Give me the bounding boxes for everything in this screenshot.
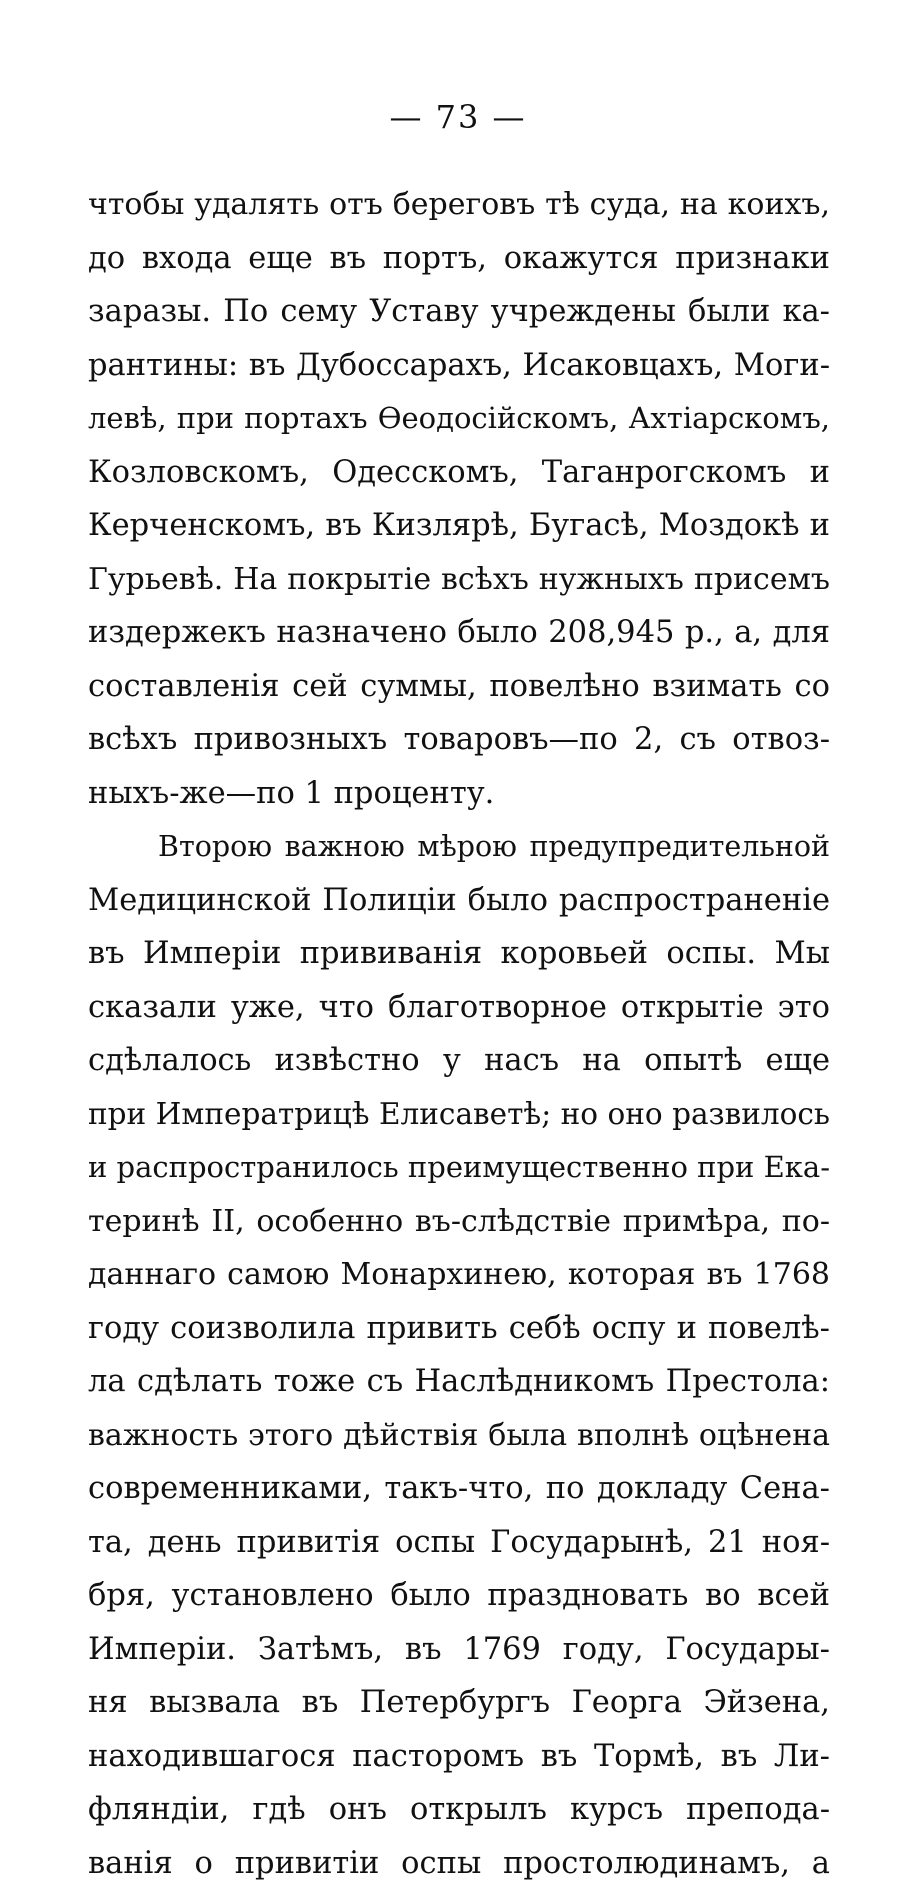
- text-line: до входа еще въ портъ, окажутся признаки: [88, 232, 830, 286]
- text-line: ня вызвала въ Петербургъ Георга Эйзена,: [88, 1676, 830, 1730]
- text-line: даннаго самою Монархинею, которая въ 1768: [88, 1248, 830, 1302]
- text-line: году соизволила привить себѣ оспу и повелѣ-: [88, 1302, 830, 1356]
- text-line: сдѣлалось извѣстно у насъ на опытѣ еще: [88, 1034, 830, 1088]
- paragraph: [88, 820, 830, 1890]
- text-line: та, день привитія оспы Государынѣ, 21 ноя-: [88, 1516, 830, 1570]
- text-line: Керченскомъ, въ Кизлярѣ, Бугасѣ, Моздокѣ и: [88, 499, 830, 553]
- text-line: ла сдѣлать тоже съ Наслѣдникомъ Престола:: [88, 1355, 830, 1409]
- text-line: Козловскомъ, Одесскомъ, Таганрогскомъ и: [88, 446, 830, 500]
- text-line: и распространилось преимущественно при Ека-: [88, 1141, 830, 1195]
- page-number: — 73 —: [0, 98, 916, 136]
- text-line: рантины: въ Дубоссарахъ, Исаковцахъ, Моги-: [88, 339, 830, 393]
- paragraph: [88, 178, 830, 820]
- text-line: чтобы удалять отъ береговъ тѣ суда, на коихъ,: [88, 178, 830, 232]
- text-line: при Императрицѣ Елисаветѣ; но оно развилось: [88, 1088, 830, 1142]
- text-line: Медицинской Полиціи было распространеніе: [88, 874, 830, 928]
- text-line: сказали уже, что благотворное открытіе это: [88, 981, 830, 1035]
- text-line: Имперіи. Затѣмъ, въ 1769 году, Государы-: [88, 1623, 830, 1677]
- text-line: всѣхъ привозныхъ товаровъ—по 2, съ отвоз-: [88, 713, 830, 767]
- text-line: Второю важною мѣрою предупредительной: [88, 820, 830, 874]
- text-line: заразы. По сему Уставу учреждены были ка-: [88, 285, 830, 339]
- text-line: ныхъ-же—по 1 проценту.: [88, 767, 830, 821]
- text-line: фляндіи, гдѣ онъ открылъ курсъ препода-: [88, 1783, 830, 1837]
- text-line: важность этого дѣйствія была вполнѣ оцѣнена: [88, 1409, 830, 1463]
- text-line: бря, установлено было праздновать во всей: [88, 1569, 830, 1623]
- text-line: теринѣ II, особенно въ-слѣдствіе примѣра, по-: [88, 1195, 830, 1249]
- text-line: издержекъ назначено было 208,945 р., а, для: [88, 606, 830, 660]
- text-line: находившагося пасторомъ въ Тормѣ, въ Ли-: [88, 1730, 830, 1784]
- text-line: ванія о привитіи оспы простолюдинамъ, а: [88, 1837, 830, 1890]
- text-line: современниками, такъ-что, по докладу Сена-: [88, 1462, 830, 1516]
- text-line: составленія сей суммы, повелѣно взимать со: [88, 660, 830, 714]
- text-line: въ Имперіи прививанія коровьей оспы. Мы: [88, 927, 830, 981]
- body-text: [88, 178, 830, 1890]
- text-line: левѣ, при портахъ Ѳеодосійскомъ, Ахтіарскомъ,: [88, 392, 830, 446]
- text-line: Гурьевѣ. На покрытіе всѣхъ нужныхъ присемъ: [88, 553, 830, 607]
